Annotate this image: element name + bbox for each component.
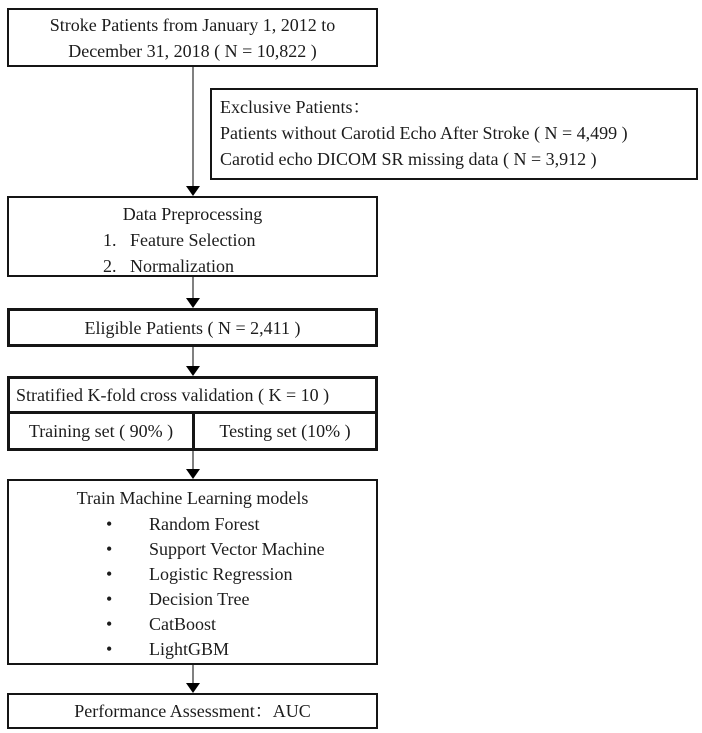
ml-model-item (106, 612, 376, 637)
arrow-ml-to-performance (186, 665, 200, 693)
ml-model-item (106, 537, 376, 562)
bullet-icon: • (106, 639, 113, 659)
ml-model-label: Logistic Regression (149, 564, 293, 584)
bullet-icon: • (106, 514, 113, 534)
ml-model-item (106, 512, 376, 537)
ml-model-item (106, 562, 376, 587)
ml-models-box (7, 479, 378, 665)
bullet-icon: • (106, 589, 113, 609)
arrow-head-icon (186, 683, 200, 693)
arrow-stem (192, 665, 194, 684)
arrow-head-icon (186, 298, 200, 308)
ml-model-label: Support Vector Machine (149, 539, 325, 559)
step-number: 1. (103, 230, 117, 250)
performance-label: Performance Assessment：AUC (74, 701, 311, 721)
arrow-preprocessing-to-eligible (186, 277, 200, 308)
ml-model-item (106, 587, 376, 612)
ml-model-label: Decision Tree (149, 589, 250, 609)
performance-assessment-box (7, 693, 378, 729)
exclusive-line-2: Patients without Carotid Echo After Stroke ( N = 4,499 ) (220, 123, 628, 143)
arrow-stem (192, 67, 194, 187)
kfold-table (7, 376, 378, 451)
kfold-header-row: Stratified K-fold cross validation ( K = 10 ) (10, 379, 375, 414)
arrow-head-icon (186, 469, 200, 479)
arrow-stem (192, 277, 194, 299)
data-preprocessing-box (7, 196, 378, 277)
training-set-cell: Training set ( 90% ) (10, 414, 195, 448)
step-label: Normalization (130, 256, 234, 276)
arrow-head-icon (186, 186, 200, 196)
arrow-stroke-to-preprocessing (186, 67, 200, 196)
stroke-patients-box (7, 8, 378, 67)
bullet-icon: • (106, 564, 113, 584)
testing-set-cell: Testing set (10% ) (219, 420, 351, 441)
bullet-icon: • (106, 614, 113, 634)
step-number: 2. (103, 256, 117, 276)
exclusive-line-3: Carotid echo DICOM SR missing data ( N = 3,912 ) (220, 149, 597, 169)
numbered-step-2 (103, 253, 376, 279)
arrow-eligible-to-kfold (186, 347, 200, 376)
ml-model-label: CatBoost (149, 614, 217, 634)
ml-model-label: LightGBM (149, 639, 230, 659)
ml-model-label: Random Forest (149, 514, 260, 534)
arrow-stem (192, 451, 194, 470)
bullet-icon: • (106, 539, 113, 559)
ml-model-item (106, 637, 376, 662)
step-label: Feature Selection (130, 230, 256, 250)
exclusive-line-1: Exclusive Patients： (220, 97, 371, 117)
arrow-kfold-to-ml (186, 451, 200, 479)
stroke-patients-line-1: Stroke Patients from January 1, 2012 to (49, 14, 336, 35)
numbered-step-1 (103, 227, 376, 253)
ml-box-title: Train Machine Learning models (76, 488, 309, 508)
arrow-head-icon (186, 366, 200, 376)
exclusive-patients-box (210, 88, 698, 180)
eligible-patients-box (7, 308, 378, 347)
preprocessing-title: Data Preprocessing (122, 204, 263, 224)
arrow-stem (192, 347, 194, 367)
stroke-patients-line-2: December 31, 2018 ( N = 10,822 ) (68, 40, 317, 61)
kfold-split-row (10, 414, 375, 448)
eligible-patients-label: Eligible Patients ( N = 2,411 ) (84, 317, 301, 338)
